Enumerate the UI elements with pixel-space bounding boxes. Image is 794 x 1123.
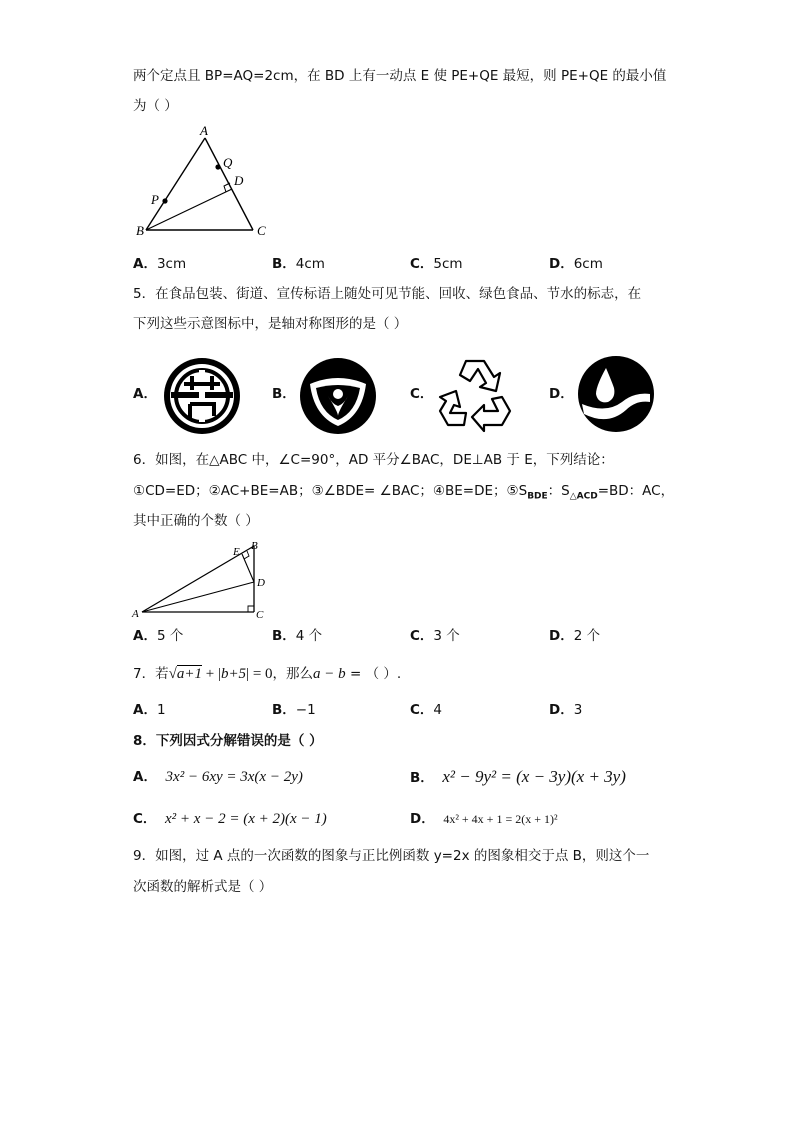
q7-option-c[interactable]: C．4 (410, 702, 443, 718)
q5-stem-line2: 下列这些示意图标中，是轴对称图形的是（ ） (133, 316, 408, 332)
water-saving-logo-icon (576, 354, 656, 434)
q6-option-a[interactable]: A．5 个 (133, 628, 184, 644)
abs-expression: |b+5| (217, 666, 250, 682)
q6-option-d[interactable]: D．2 个 (549, 628, 601, 644)
q4-label-b: B (136, 223, 144, 238)
q6-label-d: D (257, 577, 265, 589)
q5-option-c[interactable]: C． (410, 386, 434, 402)
q6-stem-line1: 6．如图，在△ABC 中，∠C=90°，AD 平分∠BAC，DE⊥AB 于 E，下列结论： (133, 452, 614, 468)
sqrt-expression: √a+1 (168, 666, 202, 682)
q4-label-a: A (200, 123, 208, 138)
q8-option-a[interactable]: A． 3x² − 6xy = 3x(x − 2y) (133, 769, 303, 785)
q6-label-c: C (256, 609, 264, 620)
q6-stem-line3: 其中正确的个数（ ） (133, 513, 259, 529)
q4-label-p: P (151, 192, 159, 207)
q6-stem-line2: ①CD=ED；②AC+BE=AB；③∠BDE= ∠BAC；④BE=DE；$⑤S_{BDE}$：$S_{\triangle ACD}=BD$：AC， (133, 483, 675, 502)
q7-stem: 7．若√a+1 + |b+5| = 0，那么a − b = （ ）. (133, 666, 402, 682)
q8-stem: 8．下列因式分解错误的是（ ） (133, 733, 323, 749)
q8-option-d[interactable]: D． 4x² + 4x + 1 = 2(x + 1)² (410, 811, 558, 827)
q7-option-a[interactable]: A．1 (133, 702, 166, 718)
q6-label-b: B (251, 540, 258, 552)
q4-stem-line1: 两个定点且 BP=AQ=2cm，在 BD 上有一动点 E 使 PE+QE 最短，则 PE+QE 的最小值 (133, 68, 667, 84)
recycling-logo-icon (436, 353, 516, 433)
q5-option-d[interactable]: D． (549, 386, 574, 402)
q7-option-d[interactable]: D．3 (549, 702, 583, 718)
q4-triangle-figure (130, 122, 280, 242)
q5-stem-line1: 5．在食品包装、街道、宣传标语上随处可见节能、回收、绿色食品、节水的标志，在 (133, 286, 642, 302)
q7-option-b[interactable]: B．−1 (272, 702, 316, 718)
q8-option-c[interactable]: C． x² + x − 2 = (x + 2)(x − 1) (133, 811, 327, 827)
q6-label-e: E (233, 546, 240, 558)
energy-saving-logo-icon (162, 356, 242, 436)
q4-option-a[interactable]: A．3cm (133, 256, 187, 272)
q5-option-b[interactable]: B． (272, 386, 296, 402)
q9-stem-line2: 次函数的解析式是（ ） (133, 879, 273, 895)
q4-label-c: C (257, 223, 266, 238)
q4-option-d[interactable]: D．6cm (549, 256, 603, 272)
q4-label-q: Q (223, 155, 233, 170)
q4-option-b[interactable]: B．4cm (272, 256, 325, 272)
q9-stem-line1: 9．如图，过 A 点的一次函数的图象与正比例函数 y=2x 的图象相交于点 B，则这个一 (133, 848, 650, 864)
q6-option-c[interactable]: C．3 个 (410, 628, 460, 644)
q4-label-d: D (234, 173, 244, 188)
q4-stem-line2: 为（ ） (133, 98, 178, 114)
q4-option-c[interactable]: C．5cm (410, 256, 463, 272)
q6-right-triangle-figure (130, 540, 280, 620)
q8-option-b[interactable]: B． x² − 9y² = (x − 3y)(x + 3y) (410, 767, 626, 786)
green-food-logo-icon (298, 356, 378, 436)
q6-option-b[interactable]: B．4 个 (272, 628, 323, 644)
q5-option-a[interactable]: A． (133, 386, 157, 402)
q6-label-a: A (132, 608, 139, 620)
